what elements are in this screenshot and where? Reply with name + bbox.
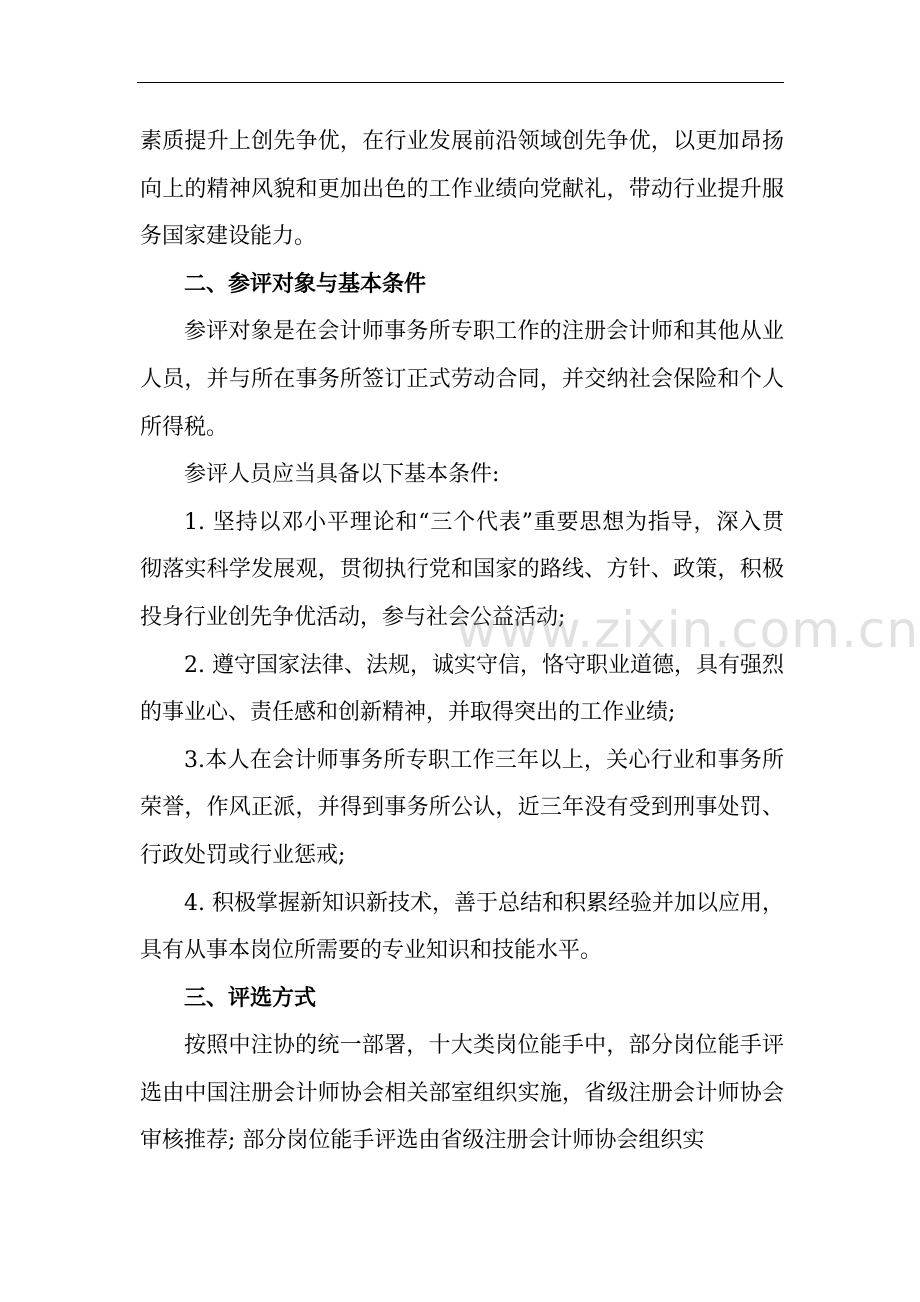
condition-item-1: 1. 坚持以邓小平理论和“三个代表”重要思想为指导，深入贯彻落实科学发展观，贯彻执行党和国家的路线、方针、政策，积极投身行业创先争优活动，参与社会公益活动; [140,509,784,630]
section-heading-2: 二、参评对象与基本条件 [184,271,427,297]
paragraph-selection-method: 按照中注协的统一部署，十大类岗位能手中，部分岗位能手评选由中国注册会计师协会相关部室组织实施，省级注册会计师协会审核推荐; 部分岗位能手评选由省级注册会计师协会组织实 [140,1033,784,1154]
document-body [140,118,784,1165]
watermark: www.zixin.com.cn [456,601,920,659]
section-heading-3: 三、评选方式 [184,985,317,1011]
condition-item-3: 3.本人在会计师事务所专职工作三年以上，关心行业和事务所荣誉，作风正派，并得到事务所公认，近三年没有受到刑事处罚、行政处罚或行业惩戒; [140,747,784,868]
paragraph-conditions-intro: 参评人员应当具备以下基本条件: [184,462,500,488]
condition-item-2: 2. 遵守国家法律、法规，诚实守信，恪守职业道德，具有强烈的事业心、责任感和创新精神，并取得突出的工作业绩; [140,652,784,726]
condition-item-4: 4. 积极掌握新知识新技术，善于总结和积累经验并加以应用，具有从事本岗位所需要的专业知识和技能水平。 [140,890,784,964]
paragraph-eligibility: 参评对象是在会计师事务所专职工作的注册会计师和其他从业人员，并与所在事务所签订正式劳动合同，并交纳社会保险和个人所得税。 [140,319,784,440]
header-rule [137,82,784,83]
paragraph-continuation: 素质提升上创先争优，在行业发展前沿领域创先争优，以更加昂扬向上的精神风貌和更加出色的工作业绩向党献礼，带动行业提升服务国家建设能力。 [140,129,784,250]
